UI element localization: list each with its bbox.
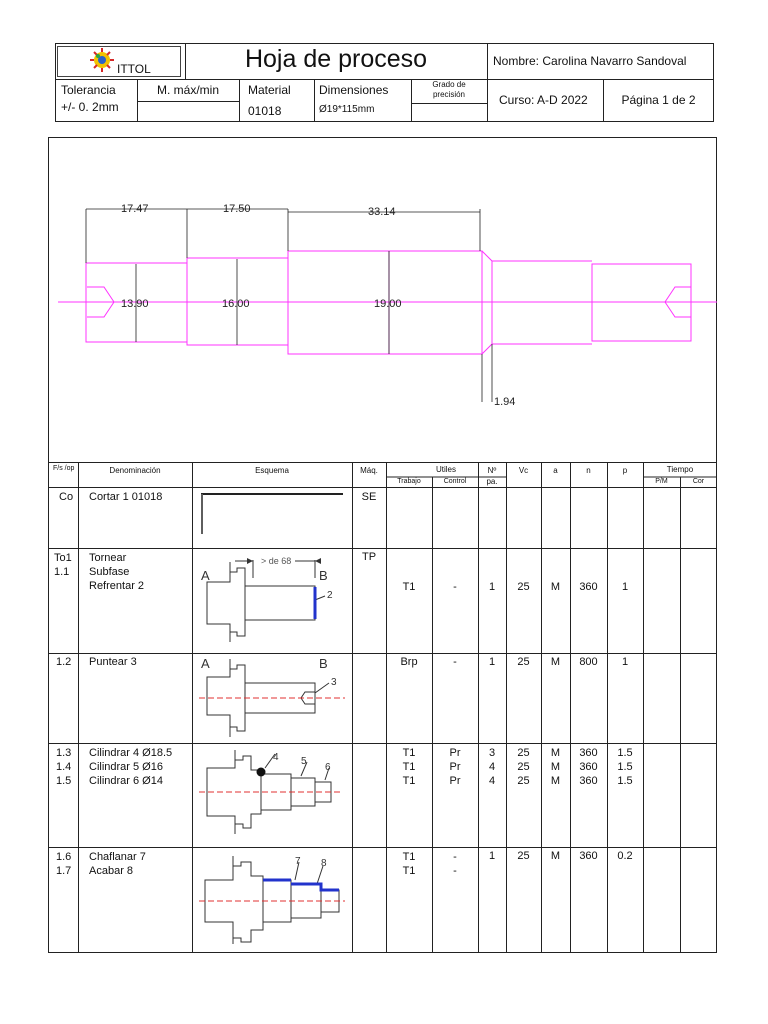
row0-fs: Co	[59, 491, 74, 503]
row1-denom: Tornear Subfase Refrentar 2	[89, 552, 145, 592]
grado-label: Grado de precisión	[432, 80, 466, 99]
row4-p: 0.2	[617, 850, 633, 862]
row4-a: M	[550, 850, 561, 862]
row1-maq: TP	[361, 551, 377, 563]
row1-control: -	[453, 581, 457, 593]
row3-a: M M M	[550, 747, 561, 787]
pagina-label: Página 1 de 2	[621, 93, 696, 107]
logo-icon	[89, 47, 115, 73]
col-utiles: Utiles	[435, 465, 456, 474]
col-denominacion: Denominación	[109, 466, 161, 475]
material-label: Material	[248, 83, 291, 97]
dim-chamfer: 1.94	[494, 396, 516, 408]
col-esquema: Esquema	[255, 466, 289, 475]
row4-denom: Chaflanar 7 Acabar 8	[89, 851, 146, 877]
col-maq: Máq.	[360, 466, 378, 475]
dim-dia-1: 13.90	[121, 298, 149, 310]
process-table-grid	[48, 462, 717, 953]
shaft-drawing	[48, 137, 717, 462]
row4-npa: 1	[488, 850, 496, 862]
row0-maq: SE	[361, 491, 377, 503]
row4-n: 360	[579, 850, 598, 862]
row0-denom: Cortar 1 01018	[89, 491, 163, 503]
row1-sketch	[195, 550, 351, 650]
col-control: Control	[443, 478, 467, 485]
row1-trabajo: T1	[402, 581, 416, 593]
col-a: a	[553, 466, 558, 475]
row2-control: -	[453, 656, 457, 668]
dim-dia-3: 19.00	[374, 298, 402, 310]
row3-control: Pr Pr Pr	[449, 747, 461, 787]
col-tiempo: Tiempo	[666, 465, 694, 474]
col-fs: F/s /op	[53, 465, 75, 472]
dim-len-2: 17.50	[223, 203, 251, 215]
curso-label: Curso: A-D 2022	[499, 93, 588, 107]
row4-vc: 25	[517, 850, 530, 862]
row3-p: 1.5 1.5 1.5	[617, 747, 633, 787]
row1-sketch-label-b: B	[319, 568, 328, 583]
row1-vc: 25	[517, 581, 530, 593]
col-cor: Cor	[692, 478, 705, 485]
tolerancia-value: +/- 0. 2mm	[61, 100, 119, 114]
row3-sketch-callout-4: 4	[273, 752, 279, 763]
row3-trabajo: T1 T1 T1	[402, 747, 416, 787]
row2-sketch-label-b: B	[319, 656, 328, 671]
row3-sketch-callout-6: 6	[325, 762, 331, 773]
tolerancia-label: Tolerancia	[61, 83, 116, 97]
row4-trabajo: T1 T1	[402, 851, 416, 877]
col-vc: Vc	[518, 466, 529, 475]
material-value: 01018	[248, 104, 282, 118]
row2-denom: Puntear 3	[89, 656, 137, 668]
row3-sketch-callout-5: 5	[301, 756, 307, 767]
student-name: Nombre: Carolina Navarro Sandoval	[493, 54, 687, 68]
row1-n: 360	[579, 581, 598, 593]
row2-sketch	[195, 655, 351, 741]
row1-sketch-note: > de 68	[261, 556, 292, 566]
dim-len-1: 17.47	[121, 203, 149, 215]
row4-sketch	[195, 850, 351, 948]
logo-text: ITTOL	[117, 62, 151, 76]
row4-fs: 1.6 1.7	[56, 851, 72, 877]
row2-vc: 25	[517, 656, 530, 668]
row0-sketch	[195, 488, 351, 548]
row2-a: M	[550, 656, 561, 668]
row2-sketch-label-a: A	[201, 656, 210, 671]
col-n: n	[586, 466, 591, 475]
mmax-label: M. máx/min	[156, 83, 219, 97]
row1-p: 1	[621, 581, 629, 593]
page-title: Hoja de proceso	[244, 45, 428, 73]
row3-denom: Cilindrar 4 Ø18.5 Cilindrar 5 Ø16 Cilindrar 6 Ø14	[89, 747, 173, 787]
row3-n: 360 360 360	[579, 747, 598, 787]
dim-len-3: 33.14	[368, 206, 396, 218]
col-p: p	[622, 466, 628, 475]
row1-sketch-callout: 2	[327, 590, 333, 601]
header-table	[55, 43, 714, 122]
row3-fs: 1.3 1.4 1.5	[56, 747, 72, 787]
row2-sketch-callout: 3	[331, 677, 337, 688]
col-npa: Nº pa.	[486, 466, 498, 486]
row3-sketch	[195, 746, 351, 838]
row1-a: M	[550, 581, 561, 593]
row2-npa: 1	[488, 656, 496, 668]
dimensiones-value: Ø19*115mm	[319, 104, 375, 115]
row2-p: 1	[621, 656, 629, 668]
dim-dia-2: 16.00	[222, 298, 250, 310]
col-pm: P/M	[655, 478, 668, 485]
row1-sketch-label-a: A	[201, 568, 210, 583]
row3-vc: 25 25 25	[517, 747, 530, 787]
row2-fs: 1.2	[56, 656, 72, 668]
col-trabajo: Trabajo	[397, 478, 421, 485]
row4-sketch-callout-8: 8	[321, 858, 327, 869]
row1-npa: 1	[488, 581, 496, 593]
row3-npa: 3 4 4	[488, 747, 496, 787]
row2-trabajo: Brp	[400, 656, 418, 668]
row1-fs: To1 1.1	[54, 552, 72, 578]
row4-control: - -	[453, 851, 457, 877]
row2-n: 800	[579, 656, 598, 668]
row4-sketch-callout-7: 7	[295, 856, 301, 867]
dimensiones-label: Dimensiones	[319, 83, 389, 97]
